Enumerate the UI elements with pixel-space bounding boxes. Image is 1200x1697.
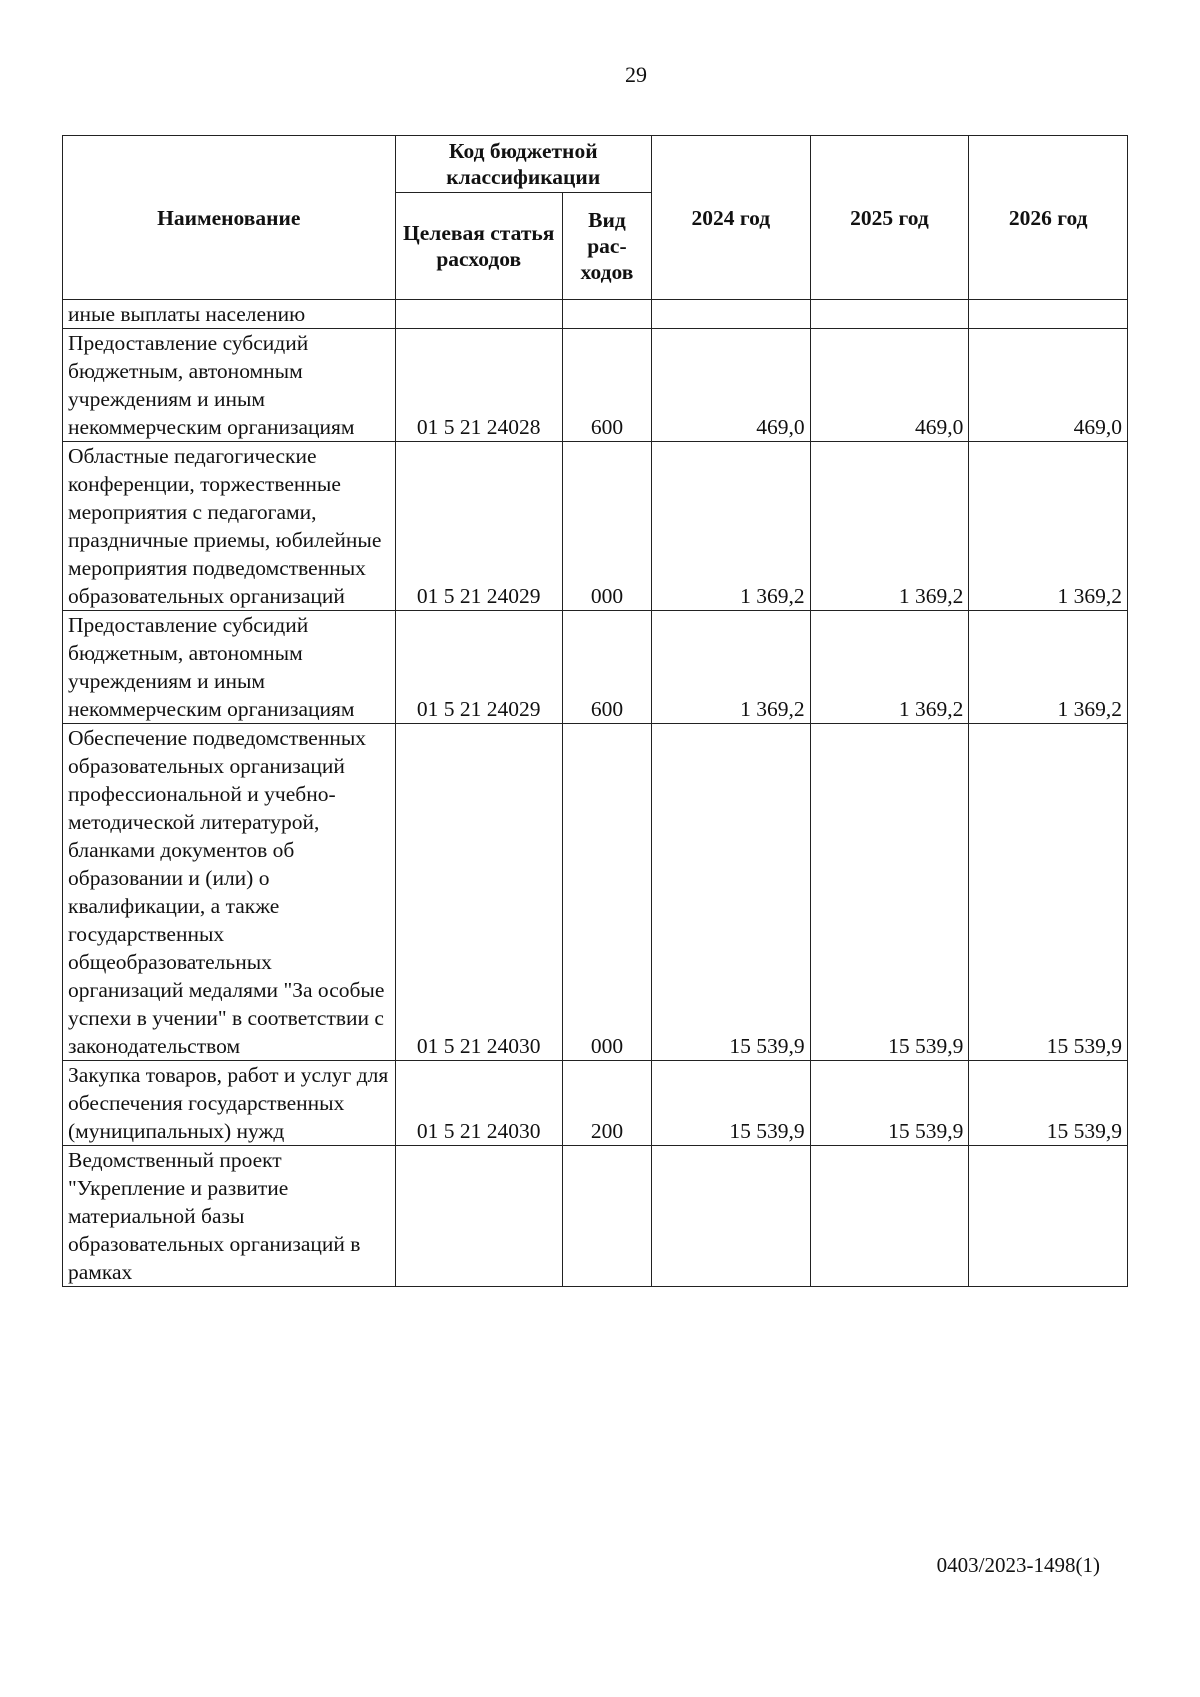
table-row [63, 611, 1128, 724]
row-vid [562, 300, 651, 329]
row-2026: 469,0 [969, 329, 1128, 442]
row-2025: 1 369,2 [810, 611, 969, 724]
header-budget-code: Код бюджетной классификации [395, 136, 651, 193]
header-expense-type: Вид рас-ходов [562, 193, 651, 300]
row-vid [562, 1146, 651, 1287]
row-code: 01 5 21 24029 [395, 442, 562, 611]
row-2025: 469,0 [810, 329, 969, 442]
row-name: Предоставление субсидий бюджетным, автономным учреждениям и иным некоммерческим организациям [63, 329, 396, 442]
row-2026 [969, 1146, 1128, 1287]
row-2025: 15 539,9 [810, 724, 969, 1061]
row-code: 01 5 21 24030 [395, 1061, 562, 1146]
row-name: Ведомственный проект "Укрепление и развитие материальной базы образовательных организаций в рамках [63, 1146, 396, 1287]
header-name: Наименование [63, 136, 396, 300]
row-2025 [810, 1146, 969, 1287]
row-vid: 200 [562, 1061, 651, 1146]
row-2026: 15 539,9 [969, 724, 1128, 1061]
table-row [63, 1061, 1128, 1146]
row-vid: 600 [562, 611, 651, 724]
row-2026: 1 369,2 [969, 611, 1128, 724]
header-year-2025: 2025 год [810, 136, 969, 300]
row-vid: 600 [562, 329, 651, 442]
row-name: Предоставление субсидий бюджетным, автономным учреждениям и иным некоммерческим организациям [63, 611, 396, 724]
row-2025 [810, 300, 969, 329]
table-row [63, 300, 1128, 329]
row-2024: 15 539,9 [652, 724, 811, 1061]
row-code: 01 5 21 24028 [395, 329, 562, 442]
row-name: Обеспечение подведомственных образовательных организаций профессиональной и учебно-методической литературой, бланками документов об образовании и (или) о квалификации, а также государственных общеобразовательных организаций медалями "За особые успехи в учении" в соответствии с законодательством [63, 724, 396, 1061]
row-name: Закупка товаров, работ и услуг для обеспечения государственных (муниципальных) нужд [63, 1061, 396, 1146]
row-2025: 15 539,9 [810, 1061, 969, 1146]
row-code: 01 5 21 24029 [395, 611, 562, 724]
document-code: 0403/2023-1498(1) [936, 1553, 1100, 1577]
row-vid: 000 [562, 724, 651, 1061]
table-row [63, 724, 1128, 1061]
row-2024 [652, 1146, 811, 1287]
row-2026: 1 369,2 [969, 442, 1128, 611]
header-year-2026: 2026 год [969, 136, 1128, 300]
header-target-article: Целевая статья расходов [395, 193, 562, 300]
row-2025: 1 369,2 [810, 442, 969, 611]
row-name: Областные педагогические конференции, торжественные мероприятия с педагогами, праздничные приемы, юбилейные мероприятия подведомственных образовательных организаций [63, 442, 396, 611]
row-vid: 000 [562, 442, 651, 611]
row-code [395, 300, 562, 329]
page-number: 29 [625, 62, 647, 87]
row-2024: 1 369,2 [652, 442, 811, 611]
row-code: 01 5 21 24030 [395, 724, 562, 1061]
row-2024: 1 369,2 [652, 611, 811, 724]
row-name: иные выплаты населению [63, 300, 396, 329]
row-2026 [969, 300, 1128, 329]
table-row [63, 442, 1128, 611]
row-2024 [652, 300, 811, 329]
row-2024: 469,0 [652, 329, 811, 442]
table-row [63, 329, 1128, 442]
budget-table [62, 135, 1128, 1287]
row-2026: 15 539,9 [969, 1061, 1128, 1146]
table-row [63, 1146, 1128, 1287]
row-2024: 15 539,9 [652, 1061, 811, 1146]
row-code [395, 1146, 562, 1287]
header-year-2024: 2024 год [652, 136, 811, 300]
